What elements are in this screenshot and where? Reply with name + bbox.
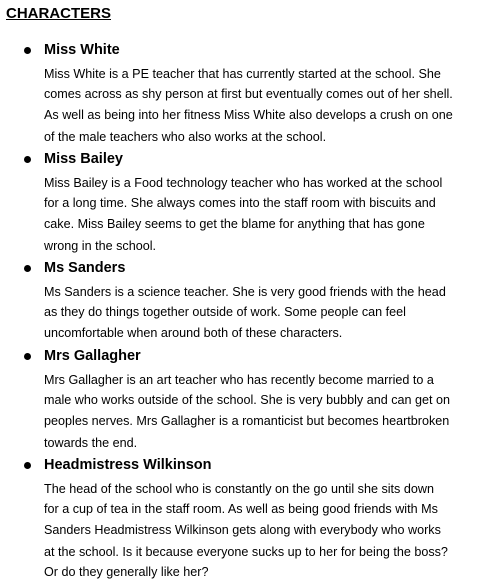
character-description-line: The head of the school who is constantly on the go until she sits down bbox=[44, 482, 434, 496]
bullet-icon bbox=[24, 156, 31, 163]
character-description-line: for a cup of tea in the staff room. As well as being good friends with Ms bbox=[44, 502, 438, 516]
character-description-line: peoples nerves. Mrs Gallagher is a romanticist but becomes heartbroken bbox=[44, 414, 450, 428]
character-description-line: of the male teachers who also works at the school. bbox=[44, 130, 327, 144]
character-description-line: uncomfortable when around both of these characters. bbox=[44, 326, 343, 340]
bullet-icon bbox=[24, 47, 31, 54]
bullet-icon bbox=[24, 265, 31, 272]
character-name: Headmistress Wilkinson bbox=[44, 457, 212, 473]
bullet-icon bbox=[24, 462, 31, 469]
bullet-icon bbox=[24, 353, 31, 360]
character-description-line: towards the end. bbox=[44, 436, 138, 450]
character-description-line: cake. Miss Bailey seems to get the blame for anything that has gone bbox=[44, 217, 425, 231]
character-name: Miss Bailey bbox=[44, 151, 123, 167]
character-name: Ms Sanders bbox=[44, 260, 126, 276]
character-description-line: male who works outside of the school. She is very bubbly and can get on bbox=[44, 393, 451, 407]
character-description-line: Miss White is a PE teacher that has currently started at the school. She bbox=[44, 67, 441, 81]
character-description-line: Mrs Gallagher is an art teacher who has recently become married to a bbox=[44, 373, 434, 387]
character-description-line: wrong in the school. bbox=[44, 239, 157, 253]
character-description-line: comes across as shy person at first but eventually comes out of her shell. bbox=[44, 87, 453, 101]
character-description-line: As well as being into her fitness Miss White also develops a crush on one bbox=[44, 108, 453, 122]
character-description-line: as they do things together outside of work. Some people can feel bbox=[44, 305, 406, 319]
character-description-line: Ms Sanders is a science teacher. She is very good friends with the head bbox=[44, 285, 446, 299]
document-heading: CHARACTERS bbox=[6, 5, 111, 22]
character-description-line: Or do they generally like her? bbox=[44, 565, 209, 579]
character-description-line: Miss Bailey is a Food technology teacher who has worked at the school bbox=[44, 176, 443, 190]
character-description-line: Sanders Headmistress Wilkinson gets along with everybody who works bbox=[44, 523, 441, 537]
character-name: Miss White bbox=[44, 42, 120, 58]
character-name: Mrs Gallagher bbox=[44, 348, 141, 364]
character-description-line: at the school. Is it because everyone sucks up to her for being the boss? bbox=[44, 545, 448, 559]
character-description-line: for a long time. She always comes into the staff room with biscuits and bbox=[44, 196, 436, 210]
